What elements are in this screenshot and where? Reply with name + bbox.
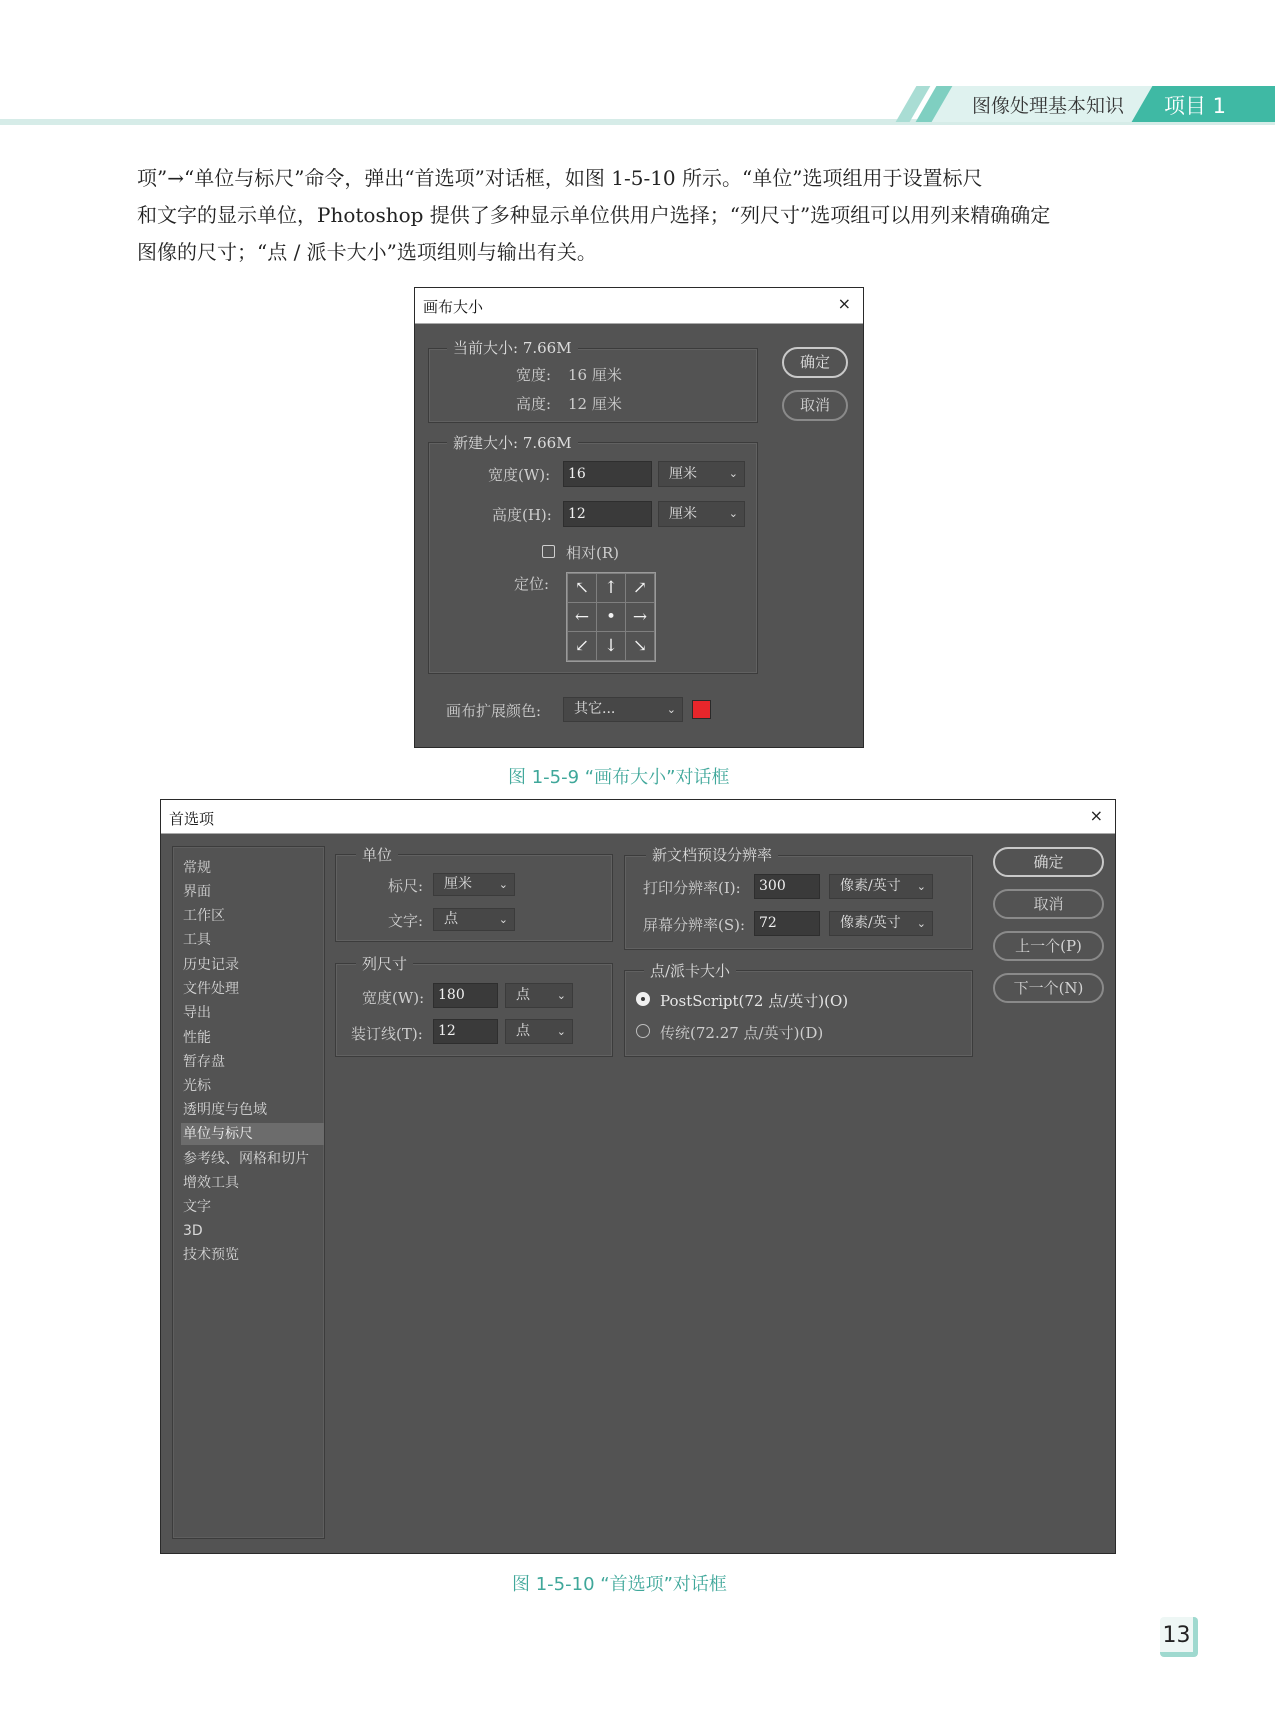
sidebar-item-performance[interactable]: 性能 (183, 1030, 211, 1046)
sidebar-item-3d[interactable]: 3D (183, 1223, 203, 1239)
ext-color-swatch[interactable] (692, 700, 711, 719)
ext-color-label: 画布扩展颜色: (446, 702, 542, 720)
gutter-input[interactable]: 12 (433, 1019, 498, 1044)
dialog-title: 画布大小 (423, 298, 484, 316)
point-size-group (624, 970, 973, 1057)
dialog-titlebar (161, 800, 1115, 834)
point-size-legend: 点/派卡大小 (644, 960, 736, 981)
prefs-cancel-button[interactable]: 取消 (993, 889, 1104, 919)
chevron-down-icon: ⌄ (556, 989, 566, 1002)
height-input[interactable]: 12 (563, 501, 652, 527)
screen-resolution-unit-select[interactable] (829, 911, 933, 936)
units-legend: 单位 (356, 844, 398, 865)
current-height-label: 高度: (516, 395, 552, 413)
close-icon[interactable]: × (1089, 806, 1103, 825)
sidebar-item-scratch-disks[interactable]: 暂存盘 (183, 1054, 225, 1070)
dialog-title: 首选项 (169, 810, 215, 828)
sidebar-item-tools[interactable]: 工具 (183, 932, 211, 948)
height-unit-value: 厘米 (669, 506, 697, 522)
sidebar-item-workspace[interactable]: 工作区 (183, 908, 225, 924)
chevron-down-icon: ⌄ (916, 880, 926, 893)
sidebar-item-cursors[interactable]: 光标 (183, 1078, 211, 1094)
column-width-label: 宽度(W): (362, 989, 425, 1007)
close-icon[interactable]: × (837, 294, 851, 313)
height-unit-select[interactable] (658, 501, 745, 527)
anchor-bottom-right[interactable]: ↘ (625, 631, 655, 661)
relative-checkbox[interactable] (542, 545, 555, 558)
chevron-down-icon: ⌄ (728, 507, 738, 520)
width-label: 宽度(W): (488, 466, 551, 484)
body-paragraph (137, 160, 1142, 271)
anchor-top-right[interactable]: ↗ (625, 573, 655, 603)
screen-resolution-label: 屏幕分辨率(S): (643, 916, 746, 934)
type-select[interactable] (433, 908, 515, 931)
chevron-down-icon: ⌄ (556, 1025, 566, 1038)
sidebar-item-export[interactable]: 导出 (183, 1005, 211, 1021)
column-width-unit-select[interactable] (505, 983, 573, 1008)
rulers-label: 标尺: (388, 877, 424, 895)
current-width-label: 宽度: (516, 366, 552, 384)
gutter-label: 装订线(T): (351, 1025, 423, 1043)
sidebar-item-file-handling[interactable]: 文件处理 (183, 981, 239, 997)
figure-caption: 图 1-5-10 “首选项”对话框 (512, 1574, 727, 1595)
height-label: 高度(H): (492, 506, 552, 524)
sidebar-item-guides-grid[interactable]: 参考线、网格和切片 (183, 1151, 309, 1167)
project-label: 项目 1 (1164, 94, 1227, 118)
column-width-input[interactable]: 180 (433, 983, 498, 1008)
print-resolution-unit-select[interactable] (829, 874, 933, 899)
rulers-select[interactable] (433, 873, 515, 896)
anchor-label: 定位: (514, 575, 550, 593)
paragraph-line: 图像的尺寸；“点 / 派卡大小”选项组则与输出有关。 (137, 240, 597, 264)
type-label: 文字: (388, 912, 424, 930)
print-resolution-input[interactable]: 300 (754, 874, 820, 899)
preferences-sidebar (172, 846, 325, 1539)
anchor-top-left[interactable]: ↖ (567, 573, 597, 603)
current-height-value: 12 厘米 (568, 395, 622, 413)
sidebar-item-units-rulers[interactable]: 单位与标尺 (181, 1123, 324, 1145)
postscript-label: PostScript(72 点/英寸)(O) (660, 992, 849, 1010)
column-width-unit-value: 点 (516, 987, 530, 1003)
anchor-right[interactable]: → (625, 602, 655, 632)
column-size-legend: 列尺寸 (356, 953, 413, 974)
gutter-unit-select[interactable] (505, 1019, 573, 1044)
sidebar-item-history[interactable]: 历史记录 (183, 957, 239, 973)
paragraph-line: 项”→“单位与标尺”命令，弹出“首选项”对话框，如图 1-5-10 所示。“单位”选项组用于设置标尺 (137, 166, 983, 190)
new-size-legend: 新建大小: 7.66M (447, 432, 578, 453)
sidebar-item-transparency[interactable]: 透明度与色域 (183, 1102, 267, 1118)
traditional-radio[interactable] (636, 1024, 650, 1038)
sidebar-item-plugins[interactable]: 增效工具 (183, 1175, 239, 1191)
section-title: 图像处理基本知识 (972, 95, 1125, 117)
paragraph-line: 和文字的显示单位，Photoshop 提供了多种显示单位供用户选择；“列尺寸”选项组可以用列来精确确定 (137, 203, 1051, 227)
sidebar-item-tech-preview[interactable]: 技术预览 (183, 1247, 239, 1263)
dialog-titlebar (415, 288, 863, 324)
width-input[interactable]: 16 (563, 461, 652, 487)
type-value: 点 (444, 911, 458, 927)
screen-resolution-input[interactable]: 72 (754, 911, 820, 936)
chevron-down-icon: ⌄ (498, 878, 508, 891)
anchor-grid (566, 572, 656, 662)
width-unit-value: 厘米 (669, 466, 697, 482)
canvas-cancel-button[interactable]: 取消 (782, 390, 848, 421)
traditional-label: 传统(72.27 点/英寸)(D) (660, 1024, 824, 1042)
screen-resolution-unit-value: 像素/英寸 (840, 915, 901, 931)
prefs-next-button[interactable]: 下一个(N) (993, 973, 1104, 1003)
gutter-unit-value: 点 (516, 1023, 530, 1039)
sidebar-item-interface[interactable]: 界面 (183, 884, 211, 900)
print-resolution-label: 打印分辨率(I): (643, 879, 741, 897)
rulers-value: 厘米 (444, 876, 472, 892)
anchor-center[interactable]: • (596, 602, 626, 632)
postscript-radio[interactable] (636, 992, 650, 1006)
relative-label: 相对(R) (566, 544, 619, 562)
chevron-down-icon: ⌄ (666, 703, 676, 716)
current-width-value: 16 厘米 (568, 366, 622, 384)
ext-color-select[interactable] (563, 697, 683, 722)
sidebar-item-general[interactable]: 常规 (183, 860, 211, 876)
print-resolution-unit-value: 像素/英寸 (840, 878, 901, 894)
sidebar-item-type[interactable]: 文字 (183, 1199, 211, 1215)
ext-color-value: 其它... (574, 701, 616, 717)
anchor-bottom-left[interactable]: ↙ (567, 631, 597, 661)
preset-resolution-legend: 新文档预设分辨率 (646, 844, 778, 865)
page-number: 13 (1160, 1617, 1198, 1657)
anchor-bottom[interactable]: ↓ (596, 631, 626, 661)
anchor-top[interactable]: ↑ (596, 573, 626, 603)
prefs-ok-button[interactable]: 确定 (993, 847, 1104, 877)
anchor-left[interactable]: ← (567, 602, 597, 632)
chevron-down-icon: ⌄ (498, 913, 508, 926)
figure-caption: 图 1-5-9 “画布大小”对话框 (508, 767, 730, 788)
width-unit-select[interactable] (658, 461, 745, 487)
chevron-down-icon: ⌄ (728, 467, 738, 480)
current-size-legend: 当前大小: 7.66M (447, 337, 578, 358)
canvas-ok-button[interactable]: 确定 (782, 347, 848, 378)
chevron-down-icon: ⌄ (916, 917, 926, 930)
prefs-prev-button[interactable]: 上一个(P) (993, 931, 1104, 961)
